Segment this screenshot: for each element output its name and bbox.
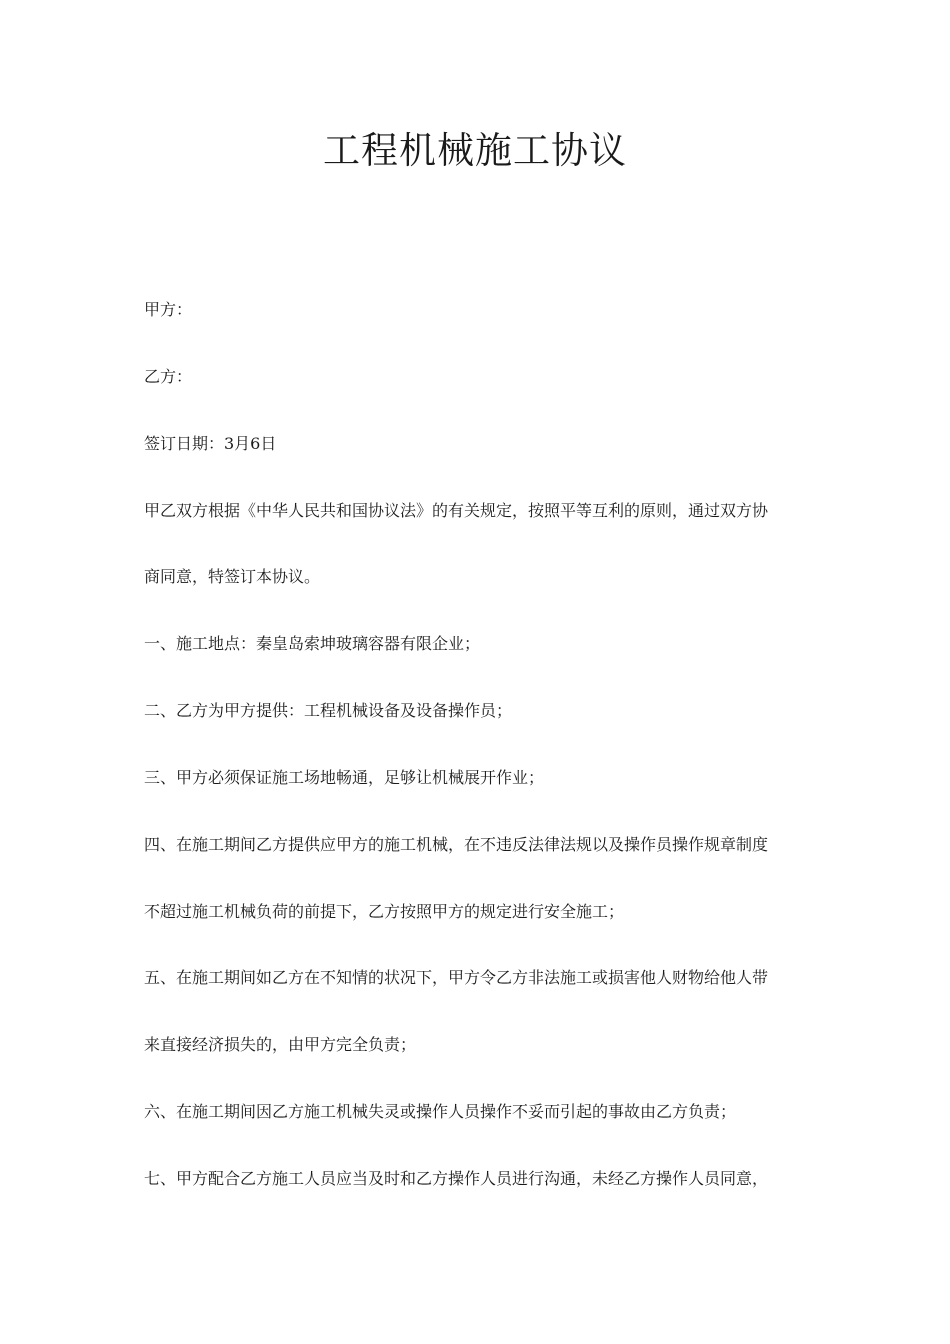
preamble-line: 商同意，特签订本协议。 [144,567,321,586]
clause-5-line-2: 来直接经济损失的，由甲方完全负责； [144,1035,417,1054]
document-title: 工程机械施工协议 [323,129,627,172]
clause-6: 六、在施工期间因乙方施工机械失灵或操作人员操作不妥而引起的事故由乙方负责； [144,1102,737,1121]
party-a-label: 甲方： [144,300,193,319]
signing-date: 签订日期：3月6日 [144,434,277,453]
clause-4-line-2: 不超过施工机械负荷的前提下，乙方按照甲方的规定进行安全施工； [144,902,625,921]
clause-5-line-1: 五、在施工期间如乙方在不知情的状况下，甲方令乙方非法施工或损害他人财物给他人带 [144,968,769,987]
preamble-line: 甲乙双方根据《中华人民共和国协议法》的有关规定，按照平等互利的原则，通过双方协 [144,501,769,520]
clause-2: 二、乙方为甲方提供：工程机械设备及设备操作员； [144,701,513,720]
clause-7-line-1: 七、甲方配合乙方施工人员应当及时和乙方操作人员进行沟通，未经乙方操作人员同意， [144,1169,769,1188]
party-b-label: 乙方： [144,367,193,386]
clause-4-line-1: 四、在施工期间乙方提供应甲方的施工机械，在不违反法律法规以及操作员操作规章制度 [144,835,769,854]
clause-1: 一、施工地点：秦皇岛索坤玻璃容器有限企业； [144,634,481,653]
clause-3: 三、甲方必须保证施工场地畅通，足够让机械展开作业； [144,768,545,787]
